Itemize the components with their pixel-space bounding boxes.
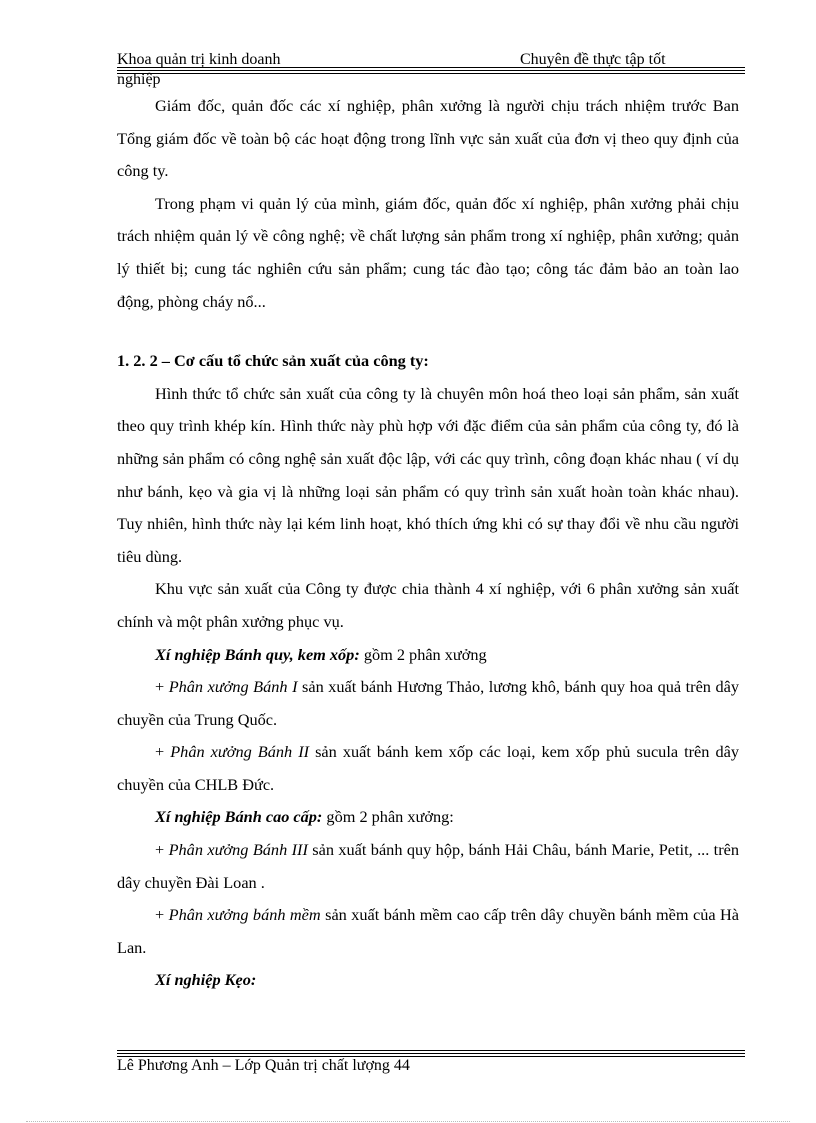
enterprise-biscuit-desc: gồm 2 phân xưởng bbox=[359, 644, 487, 664]
workshop-premium-1 bbox=[117, 834, 739, 899]
workshop-biscuit-1-desc: sản xuất bánh Hương Thảo, lương khô, bánh quy hoa quả trên dây chuyền của Trung Quốc. bbox=[117, 677, 739, 729]
paragraph-organization-form: Hình thức tổ chức sản xuất của công ty là chuyên môn hoá theo loại sản phẩm, sản xuất theo quy trình khép kín. Hình thức này phù hợp với đặc điểm của sản phẩm của công ty, đó là những sản phẩm có công nghệ sản xuất độc lập, với các quy trình, công đoạn khác nhau ( ví dụ như bánh, kẹo và gia vị là những loại sản phẩm có quy trình sản xuất hoàn toàn khác nhau). Tuy nhiên, hình thức này lại kém linh hoạt, khó thích ứng khi có sự thay đổi về nhu cầu người tiêu dùng. bbox=[117, 383, 739, 566]
footer-rule-2 bbox=[117, 1053, 745, 1054]
paragraph-responsibilities: Trong phạm vi quản lý của mình, giám đốc, quản đốc xí nghiệp, phân xưởng phải chịu trách nhiệm quản lý về công nghệ; về chất lượng sản phẩm trong xí nghiệp, phân xưởng; quản lý thiết bị; cung tác nghiên cứu sản phẩm; cung tác đào tạo; công tác đảm bảo an toàn lao động, phòng cháy nổ... bbox=[117, 193, 739, 311]
header-rule-2 bbox=[117, 70, 745, 71]
enterprise-premium-desc: gồm 2 phân xưởng: bbox=[322, 807, 454, 827]
workshop-premium-2 bbox=[117, 899, 739, 964]
bullet-plus: + bbox=[155, 840, 169, 860]
bullet-plus: + bbox=[155, 742, 171, 762]
workshop-biscuit-2 bbox=[117, 736, 739, 801]
page-footer: Lê Phương Anh – Lớp Quản trị chất lượng 44 bbox=[117, 1057, 410, 1074]
body-text bbox=[117, 90, 739, 997]
bullet-plus: + bbox=[155, 677, 169, 697]
workshop-premium-1-desc: sản xuất bánh quy hộp, bánh Hải Châu, bánh Marie, Petit, ... trên dây chuyền Đài Loan . bbox=[117, 840, 739, 892]
header-report-title: Chuyên đề thực tập tốt bbox=[520, 51, 666, 68]
header-rule-1 bbox=[117, 67, 745, 68]
enterprise-premium-title: Xí nghiệp Bánh cao cấp: bbox=[155, 807, 323, 827]
enterprise-premium-heading bbox=[117, 801, 739, 834]
workshop-premium-2-name: Phân xưởng bánh mềm bbox=[168, 905, 321, 925]
header-report-title-wrap: nghiệp bbox=[117, 71, 161, 88]
enterprise-biscuit-title: Xí nghiệp Bánh quy, kem xốp: bbox=[155, 644, 360, 664]
workshop-premium-1-name: Phân xưởng Bánh III bbox=[168, 840, 308, 860]
bullet-plus: + bbox=[155, 905, 169, 925]
workshop-biscuit-1-name: Phân xưởng Bánh I bbox=[168, 677, 298, 697]
footer-rule-1 bbox=[117, 1050, 745, 1051]
workshop-premium-2-desc: sản xuất bánh mềm cao cấp trên dây chuyền bánh mềm của Hà Lan. bbox=[117, 905, 739, 957]
section-heading: 1. 2. 2 – Cơ cấu tổ chức sản xuất của công ty: bbox=[117, 351, 429, 371]
workshop-biscuit-1 bbox=[117, 671, 739, 736]
workshop-biscuit-2-name: Phân xưởng Bánh II bbox=[170, 742, 310, 762]
enterprise-candy-heading bbox=[117, 964, 739, 997]
header-rule-3 bbox=[117, 73, 745, 74]
enterprise-candy-title: Xí nghiệp Kẹo: bbox=[155, 970, 257, 990]
page-bottom-dotted-line bbox=[26, 1121, 790, 1122]
enterprise-biscuit-heading bbox=[117, 639, 739, 672]
paragraph-production-area: Khu vực sản xuất của Công ty được chia thành 4 xí nghiệp, với 6 phân xưởng sản xuất chính và một phân xưởng phục vụ. bbox=[117, 579, 739, 631]
workshop-biscuit-2-desc: sản xuất bánh kem xốp các loại, kem xốp phủ sucula trên dây chuyền của CHLB Đức. bbox=[117, 742, 739, 794]
header-faculty: Khoa quản trị kinh doanh bbox=[117, 51, 281, 68]
paragraph-managers: Giám đốc, quản đốc các xí nghiệp, phân xưởng là người chịu trách nhiệm trước Ban Tổng giám đốc về toàn bộ các hoạt động trong lĩnh vực sản xuất của đơn vị theo quy định của công ty. bbox=[117, 96, 739, 181]
